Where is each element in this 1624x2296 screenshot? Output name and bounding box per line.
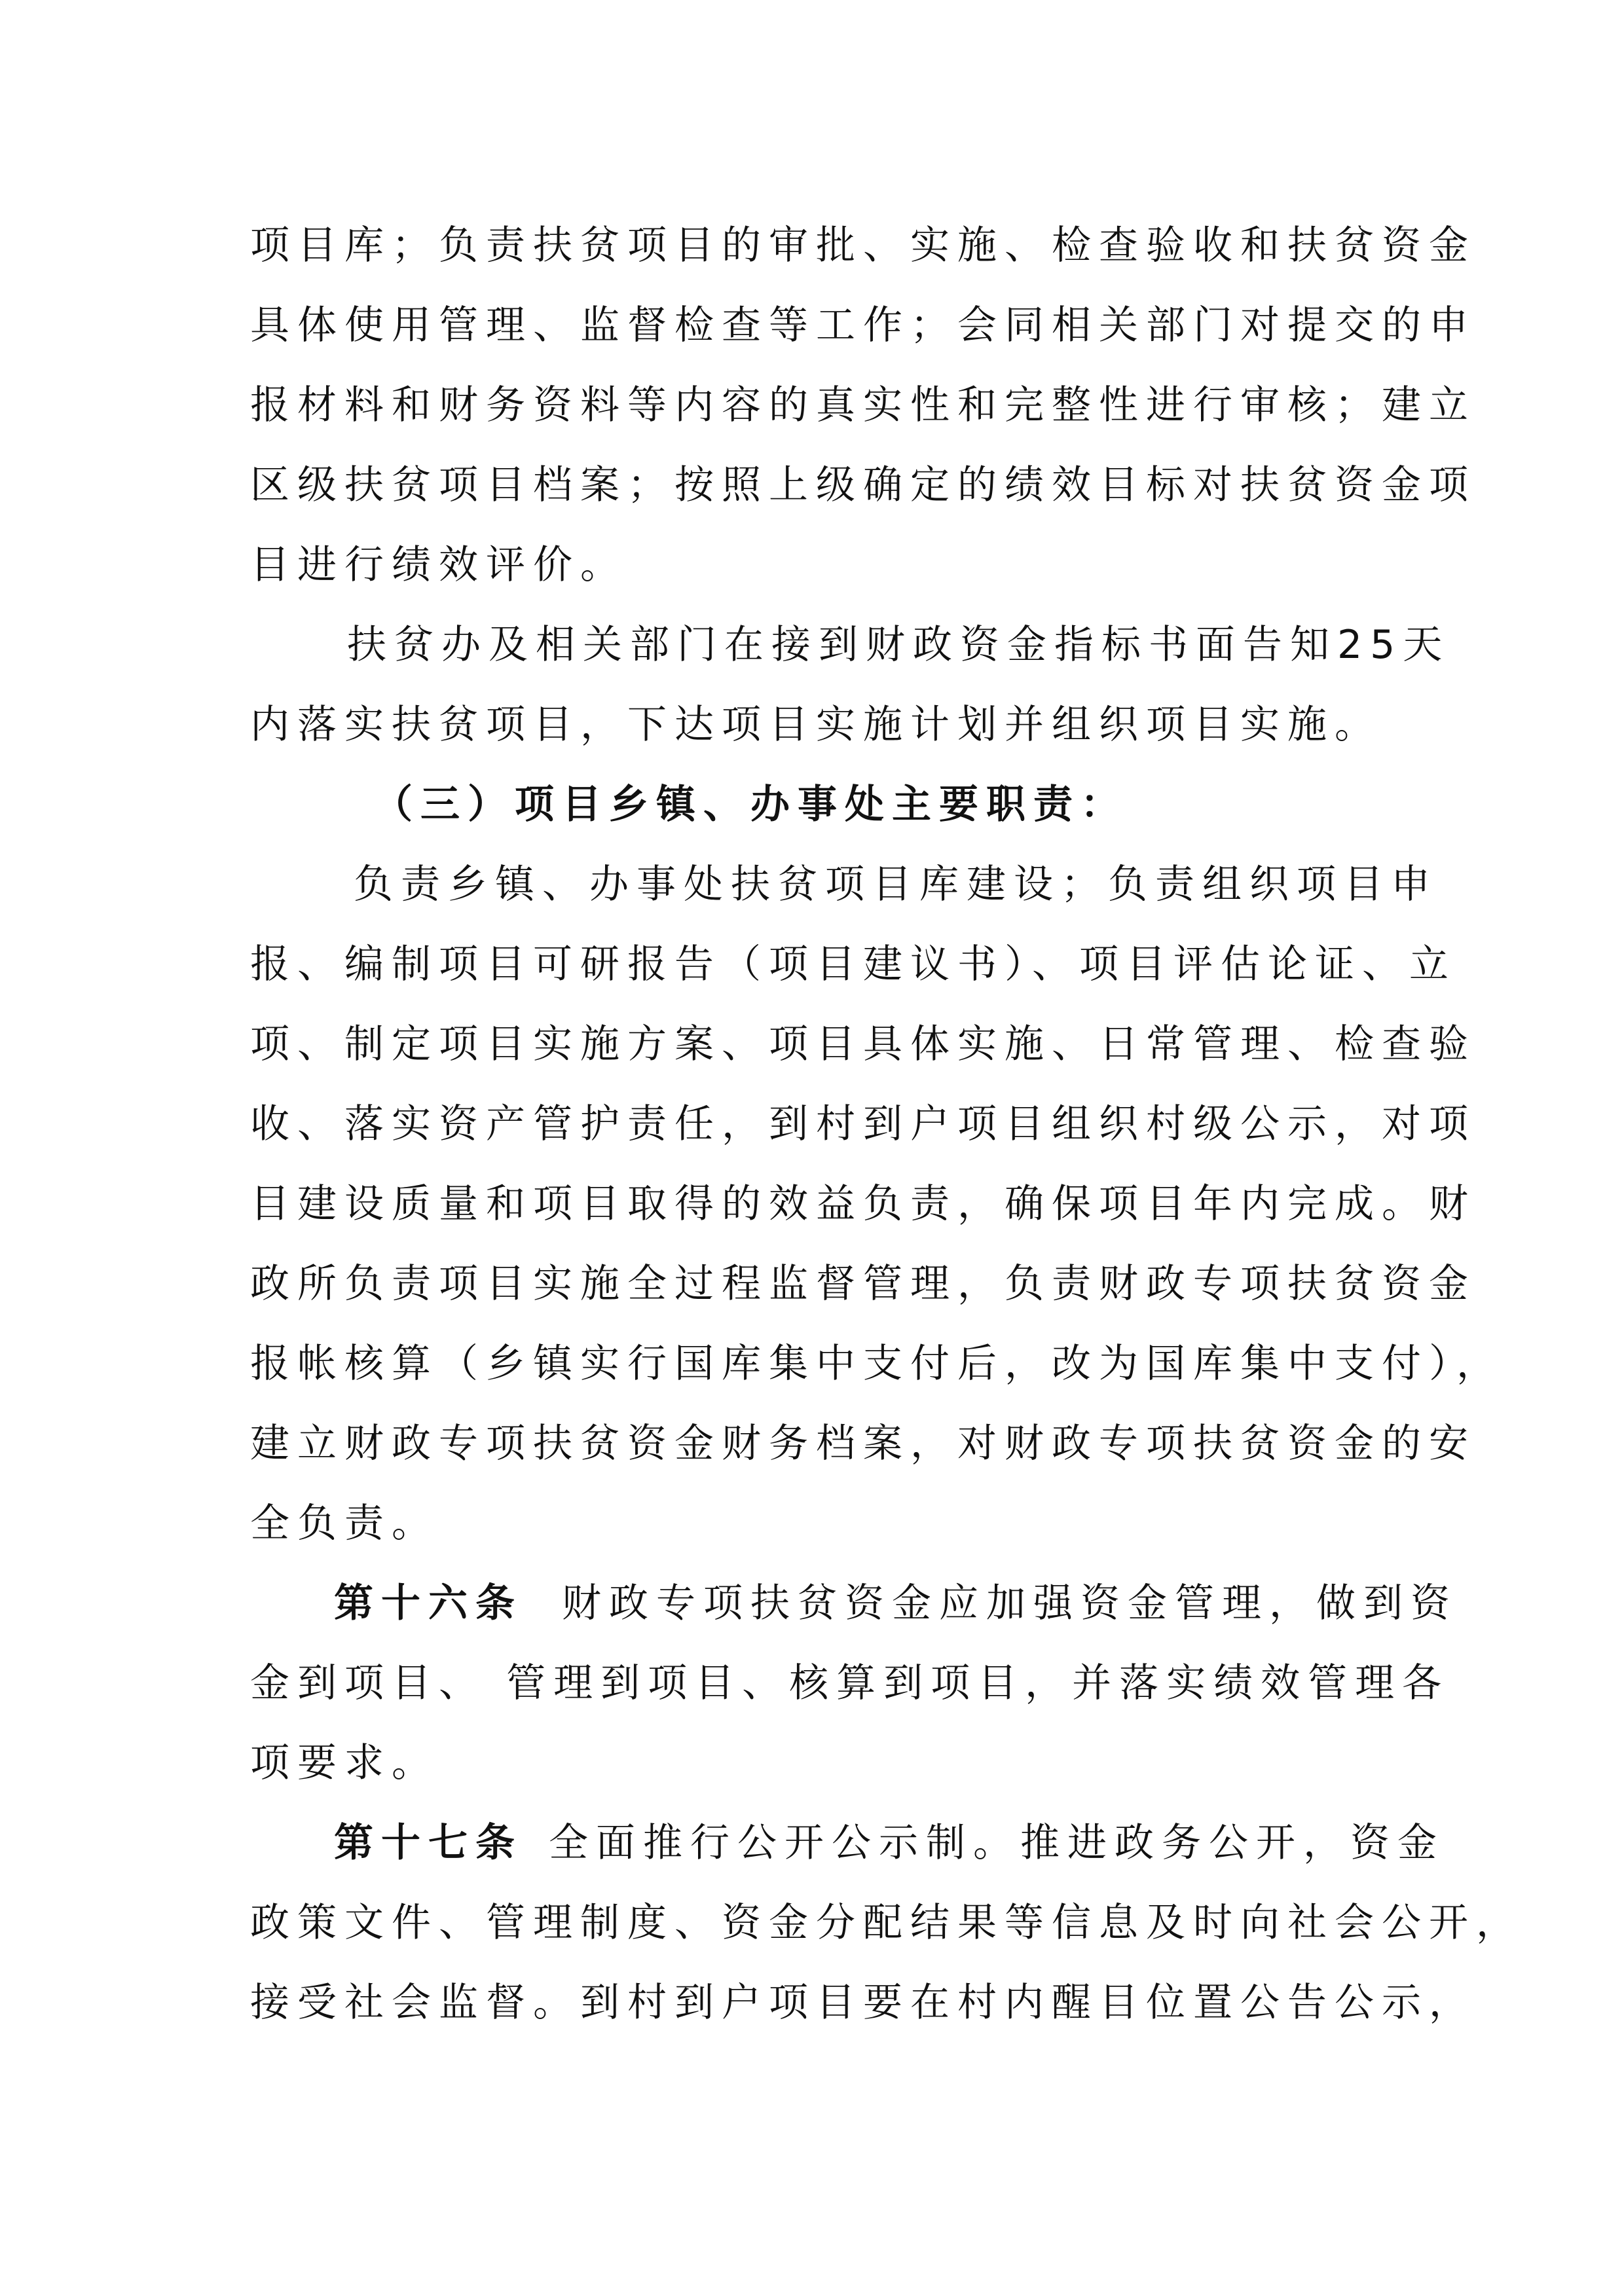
paragraph-line: 内落实扶贫项目，下达项目实施计划并组织项目实施。 xyxy=(250,702,1382,748)
paragraph-line: 项、制定项目实施方案、项目具体实施、日常管理、检查验 xyxy=(250,1021,1476,1067)
paragraph-line: 目建设质量和项目取得的效益负责，确保项目年内完成。财 xyxy=(250,1181,1476,1227)
paragraph-line: 金到项目、 管理到项目、核算到项目，并落实绩效管理各 xyxy=(250,1660,1450,1706)
paragraph-line: 项要求。 xyxy=(250,1740,439,1786)
paragraph-line: 扶贫办及相关部门在接到财政资金指标书面告知25天 xyxy=(347,622,1450,668)
paragraph-line: 政策文件、管理制度、资金分配结果等信息及时向社会公开， xyxy=(250,1900,1523,1946)
paragraph-line: 接受社会监督。到村到户项目要在村内醒目位置公告公示， xyxy=(250,1980,1476,2026)
paragraph-line: 目进行绩效评价。 xyxy=(250,542,627,588)
paragraph-line: 报材料和财务资料等内容的真实性和完整性进行审核；建立 xyxy=(250,382,1476,428)
paragraph-line: 报、编制项目可研报告（项目建议书）、项目评估论证、立 xyxy=(250,941,1456,987)
article-17-first-line xyxy=(334,1800,1445,1886)
article-16-label: 第十六条 xyxy=(334,1580,523,1626)
article-16-first-line xyxy=(334,1561,1458,1646)
paragraph-line: 项目库；负责扶贫项目的审批、实施、检查验收和扶贫资金 xyxy=(250,223,1476,268)
section-heading: （三）项目乡镇、办事处主要职责： xyxy=(373,782,1128,828)
paragraph-line: 具体使用管理、监督检查等工作；会同相关部门对提交的申 xyxy=(250,302,1476,348)
paragraph-line: 全负责。 xyxy=(250,1501,439,1546)
paragraph-line: 报帐核算（乡镇实行国库集中支付后，改为国库集中支付）， xyxy=(250,1341,1504,1387)
paragraph-line: 收、落实资产管护责任，到村到户项目组织村级公示，对项 xyxy=(250,1101,1476,1147)
article-17-label: 第十七条 xyxy=(334,1820,523,1866)
paragraph-line: 区级扶贫项目档案；按照上级确定的绩效目标对扶贫资金项 xyxy=(250,462,1476,508)
article-16-text: 财政专项扶贫资金应加强资金管理，做到资 xyxy=(562,1580,1458,1626)
paragraph-line: 负责乡镇、办事处扶贫项目库建设；负责组织项目申 xyxy=(354,862,1438,907)
article-17-text: 全面推行公开公示制。推进政务公开，资金 xyxy=(549,1820,1445,1866)
paragraph-line: 政所负责项目实施全过程监督管理，负责财政专项扶贫资金 xyxy=(250,1261,1476,1307)
paragraph-line: 建立财政专项扶贫资金财务档案，对财政专项扶贫资金的安 xyxy=(250,1421,1476,1467)
